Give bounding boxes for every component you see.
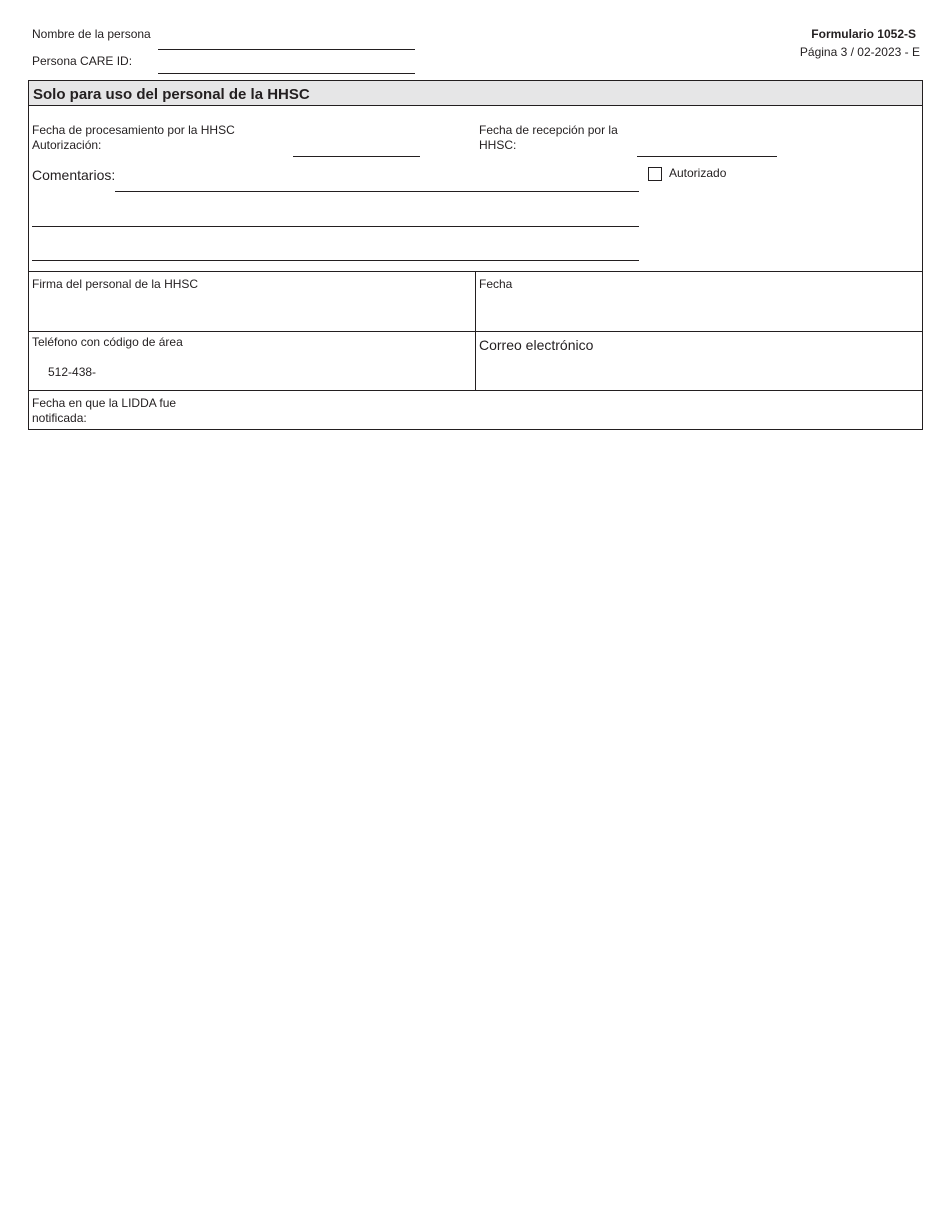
- processing-date-label: Fecha de procesamiento por la HHSC Autorización:: [32, 123, 235, 152]
- form-number: Formulario 1052-S: [811, 27, 916, 41]
- email-label: Correo electrónico: [479, 337, 594, 353]
- lidda-notified-field[interactable]: [205, 393, 905, 427]
- person-name-label: Nombre de la persona: [32, 27, 151, 41]
- care-id-input[interactable]: [158, 73, 415, 74]
- reception-date-label: Fecha de recepción por la HHSC:: [479, 123, 618, 152]
- care-id-label: Persona CARE ID:: [32, 54, 133, 68]
- phone-input[interactable]: 512-438-: [48, 365, 97, 379]
- reception-date-input[interactable]: [637, 156, 777, 157]
- phone-label: Teléfono con código de área: [32, 335, 183, 349]
- authorized-label: Autorizado: [669, 166, 727, 180]
- comments-line-2[interactable]: [32, 226, 639, 227]
- signature-field[interactable]: [29, 292, 474, 330]
- lidda-notified-label: Fecha en que la LIDDA fue notificada:: [32, 396, 177, 425]
- signature-label: Firma del personal de la HHSC: [32, 277, 199, 291]
- page-info: Página 3 / 02-2023 - E: [799, 45, 920, 59]
- comments-line-1[interactable]: [115, 191, 639, 192]
- comments-label: Comentarios:: [32, 167, 116, 183]
- date-field[interactable]: [476, 292, 921, 330]
- person-name-input[interactable]: [158, 49, 415, 50]
- date-label: Fecha: [479, 277, 513, 291]
- email-field[interactable]: [476, 355, 921, 389]
- section-title: Solo para uso del personal de la HHSC: [28, 80, 923, 106]
- comments-line-3[interactable]: [32, 260, 639, 261]
- authorized-checkbox[interactable]: [648, 167, 662, 181]
- processing-date-input[interactable]: [293, 156, 420, 157]
